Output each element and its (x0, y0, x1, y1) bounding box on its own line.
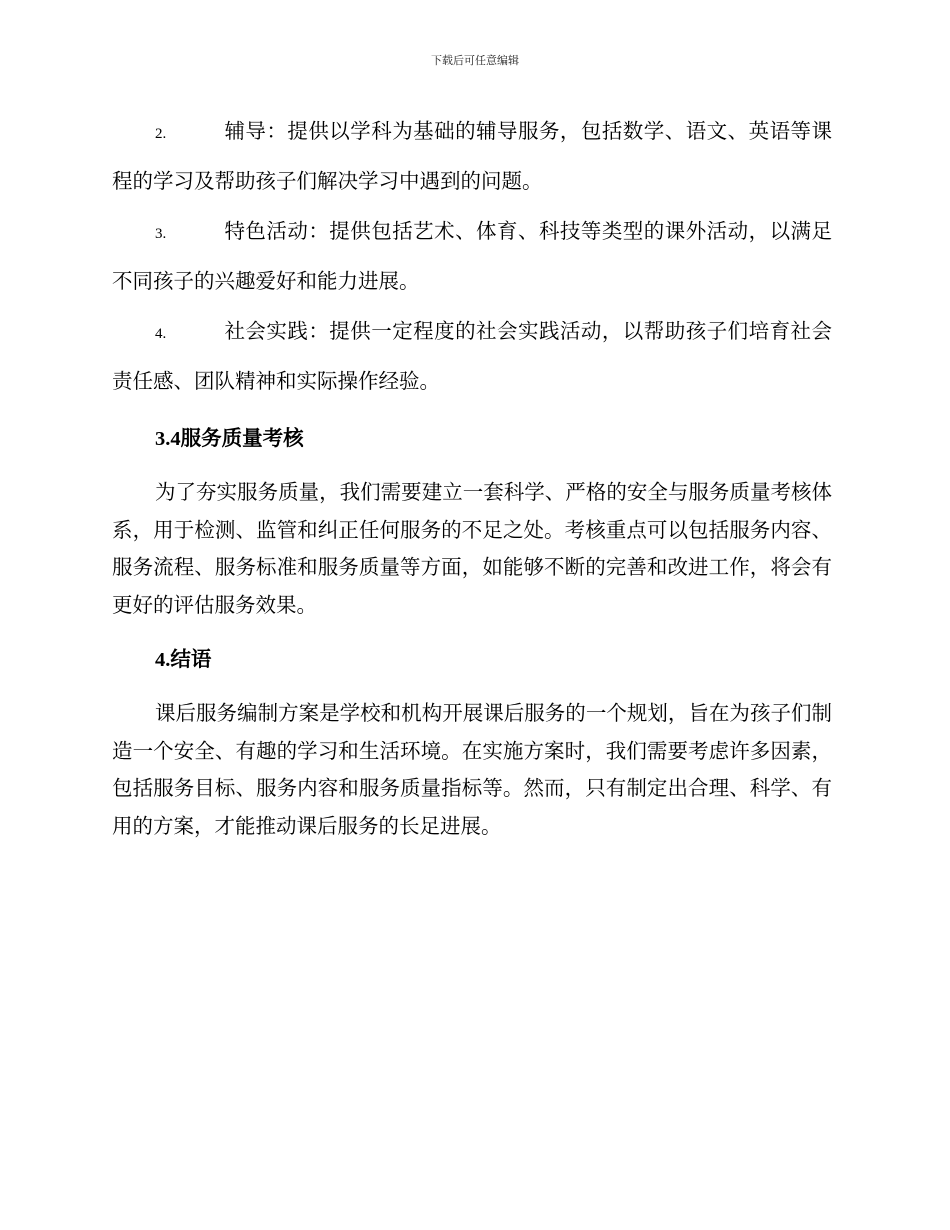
section-paragraph: 为了夯实服务质量，我们需要建立一套科学、严格的安全与服务质量考核体系，用于检测、监管和纠正任何服务的不足之处。考核重点可以包括服务内容、服务流程、服务标准和服务质量等方面，如能够不断的完善和改进工作，将会有更好的评估服务效果。 (112, 480, 832, 617)
list-item-text: 辅导：提供以学科为基础的辅导服务，包括数学、语文、英语等课程的学习及帮助孩子们解决学习中遇到的问题。 (112, 119, 832, 193)
list-item-number: 4. (155, 326, 167, 342)
list-item (112, 108, 832, 205)
document-body (112, 108, 832, 845)
section-number: 4. (155, 649, 171, 671)
list-item (112, 208, 832, 305)
list-item (112, 308, 832, 405)
list-item-number: 3. (155, 226, 167, 242)
list-item-number: 2. (155, 126, 167, 142)
header-note: 下载后可任意编辑 (431, 54, 519, 67)
list-item-text: 社会实践：提供一定程度的社会实践活动，以帮助孩子们培育社会责任感、团队精神和实际操作经验。 (112, 319, 832, 393)
section-number: 3.4 (155, 428, 181, 450)
section-paragraph: 课后服务编制方案是学校和机构开展课后服务的一个规划，旨在为孩子们制造一个安全、有趣的学习和生活环境。在实施方案时，我们需要考虑许多因素，包括服务目标、服务内容和服务质量指标等。然而，只有制定出合理、科学、有用的方案，才能推动课后服务的长足进展。 (112, 701, 832, 838)
section-title: 结语 (170, 647, 212, 671)
list-item-text: 特色活动：提供包括艺术、体育、科技等类型的课外活动，以满足不同孩子的兴趣爱好和能力进展。 (112, 219, 832, 293)
section-heading-4 (112, 632, 832, 687)
section-heading-3-4 (112, 411, 832, 466)
section-title: 服务质量考核 (180, 426, 304, 450)
